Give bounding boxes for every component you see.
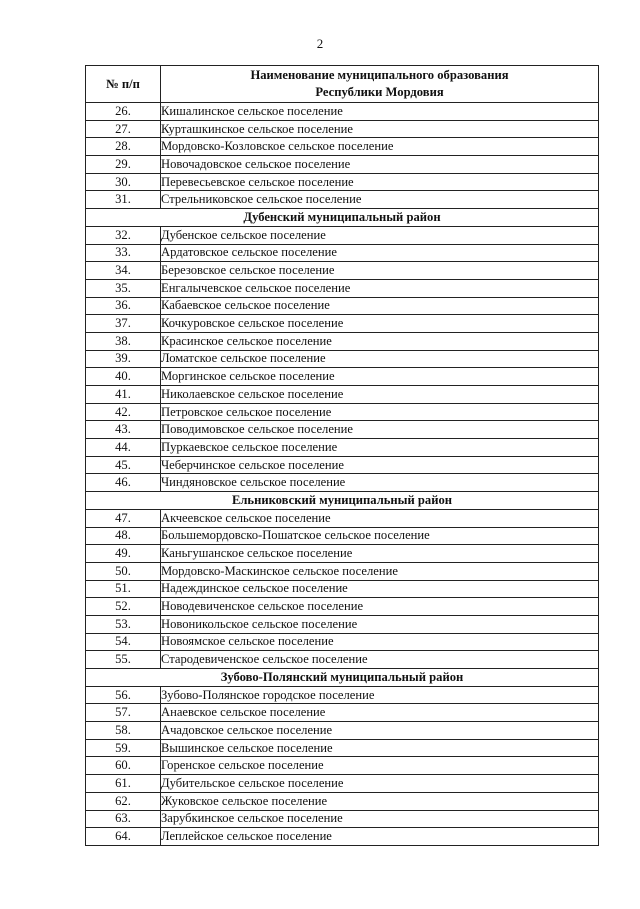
column-header-number: № п/п [86,66,161,103]
municipality-name: Зубово-Полянское городское поселение [161,686,599,704]
row-number: 35. [86,279,161,297]
row-number: 26. [86,103,161,121]
column-header-name-line1: Наименование муниципального образования [250,68,509,82]
row-number: 36. [86,297,161,315]
table-row [86,120,599,138]
municipality-name: Кабаевское сельское поселение [161,297,599,315]
table-row [86,775,599,793]
row-number: 48. [86,527,161,545]
municipality-name: Мордовско-Козловское сельское поселение [161,138,599,156]
municipality-name: Мордовско-Маскинское сельское поселение [161,562,599,580]
municipality-name: Дубительское сельское поселение [161,775,599,793]
table-row [86,138,599,156]
municipality-name: Леплейское сельское поселение [161,828,599,846]
municipality-name: Моргинское сельское поселение [161,368,599,386]
page-number: 2 [316,36,324,51]
district-title: Дубенский муниципальный район [86,209,599,227]
table-row [86,156,599,174]
table-row [86,297,599,315]
table-row [86,103,599,121]
table-row [86,315,599,333]
municipality-name: Ломатское сельское поселение [161,350,599,368]
table-row [86,439,599,457]
municipality-name: Ардатовское сельское поселение [161,244,599,262]
municipality-name: Каньгушанское сельское поселение [161,545,599,563]
table-row [86,403,599,421]
table-header-row [86,66,599,103]
table-row [86,244,599,262]
row-number: 43. [86,421,161,439]
row-number: 30. [86,173,161,191]
municipality-name: Новоямское сельское поселение [161,633,599,651]
table-row [86,828,599,846]
row-number: 29. [86,156,161,174]
municipality-name: Горенское сельское поселение [161,757,599,775]
row-number: 60. [86,757,161,775]
district-title: Ельниковский муниципальный район [86,492,599,510]
row-number: 27. [86,120,161,138]
municipality-name: Анаевское сельское поселение [161,704,599,722]
district-title: Зубово-Полянский муниципальный район [86,669,599,687]
table-row [86,615,599,633]
row-number: 54. [86,633,161,651]
table-row [86,279,599,297]
row-number: 41. [86,386,161,404]
row-number: 47. [86,509,161,527]
row-number: 46. [86,474,161,492]
table-row [86,386,599,404]
table-row [86,350,599,368]
table-row [86,474,599,492]
municipality-name: Перевесьевское сельское поселение [161,173,599,191]
table-body [86,103,599,846]
table-row [86,792,599,810]
table-row [86,722,599,740]
row-number: 38. [86,332,161,350]
row-number: 37. [86,315,161,333]
municipality-name: Березовское сельское поселение [161,262,599,280]
table-row [86,580,599,598]
municipality-name: Дубенское сельское поселение [161,226,599,244]
row-number: 61. [86,775,161,793]
row-number: 57. [86,704,161,722]
row-number: 32. [86,226,161,244]
municipality-name: Зарубкинское сельское поселение [161,810,599,828]
row-number: 51. [86,580,161,598]
municipality-name: Вышинское сельское поселение [161,739,599,757]
table-row [86,739,599,757]
municipality-name: Чиндяновское сельское поселение [161,474,599,492]
table-row [86,421,599,439]
municipalities-table [85,65,599,846]
municipality-name: Поводимовское сельское поселение [161,421,599,439]
table-row [86,545,599,563]
municipality-name: Чеберчинское сельское поселение [161,456,599,474]
column-header-name-line2: Республики Мордовия [315,85,444,99]
district-section-row [86,209,599,227]
row-number: 55. [86,651,161,669]
municipality-name: Кишалинское сельское поселение [161,103,599,121]
municipality-name: Жуковское сельское поселение [161,792,599,810]
municipality-name: Красинское сельское поселение [161,332,599,350]
row-number: 42. [86,403,161,421]
table-row [86,173,599,191]
table-row [86,810,599,828]
municipality-name: Ачадовское сельское поселение [161,722,599,740]
municipality-name: Новоникольское сельское поселение [161,615,599,633]
row-number: 45. [86,456,161,474]
row-number: 34. [86,262,161,280]
municipality-name: Петровское сельское поселение [161,403,599,421]
table-row [86,757,599,775]
column-header-name [161,66,599,103]
row-number: 64. [86,828,161,846]
table-row [86,226,599,244]
municipality-name: Стрельниковское сельское поселение [161,191,599,209]
table-row [86,332,599,350]
row-number: 33. [86,244,161,262]
municipality-name: Николаевское сельское поселение [161,386,599,404]
table-row [86,651,599,669]
row-number: 59. [86,739,161,757]
table-row [86,368,599,386]
row-number: 58. [86,722,161,740]
row-number: 49. [86,545,161,563]
table-row [86,704,599,722]
municipality-name: Курташкинское сельское поселение [161,120,599,138]
district-section-row [86,492,599,510]
table-row [86,191,599,209]
row-number: 56. [86,686,161,704]
table-row [86,598,599,616]
table-row [86,686,599,704]
municipality-name: Новодевиченское сельское поселение [161,598,599,616]
municipality-name: Кочкуровское сельское поселение [161,315,599,333]
row-number: 63. [86,810,161,828]
row-number: 44. [86,439,161,457]
municipality-name: Енгалычевское сельское поселение [161,279,599,297]
row-number: 52. [86,598,161,616]
table-row [86,633,599,651]
row-number: 39. [86,350,161,368]
table-row [86,509,599,527]
table-row [86,456,599,474]
row-number: 50. [86,562,161,580]
row-number: 31. [86,191,161,209]
row-number: 40. [86,368,161,386]
row-number: 53. [86,615,161,633]
municipality-name: Пуркаевское сельское поселение [161,439,599,457]
municipality-name: Новочадовское сельское поселение [161,156,599,174]
municipality-name: Большемордовско-Пошатское сельское поселение [161,527,599,545]
municipality-name: Акчеевское сельское поселение [161,509,599,527]
municipality-name: Надеждинское сельское поселение [161,580,599,598]
table-row [86,527,599,545]
municipality-name: Стародевиченское сельское поселение [161,651,599,669]
table-row [86,262,599,280]
row-number: 28. [86,138,161,156]
row-number: 62. [86,792,161,810]
table-row [86,562,599,580]
district-section-row [86,669,599,687]
